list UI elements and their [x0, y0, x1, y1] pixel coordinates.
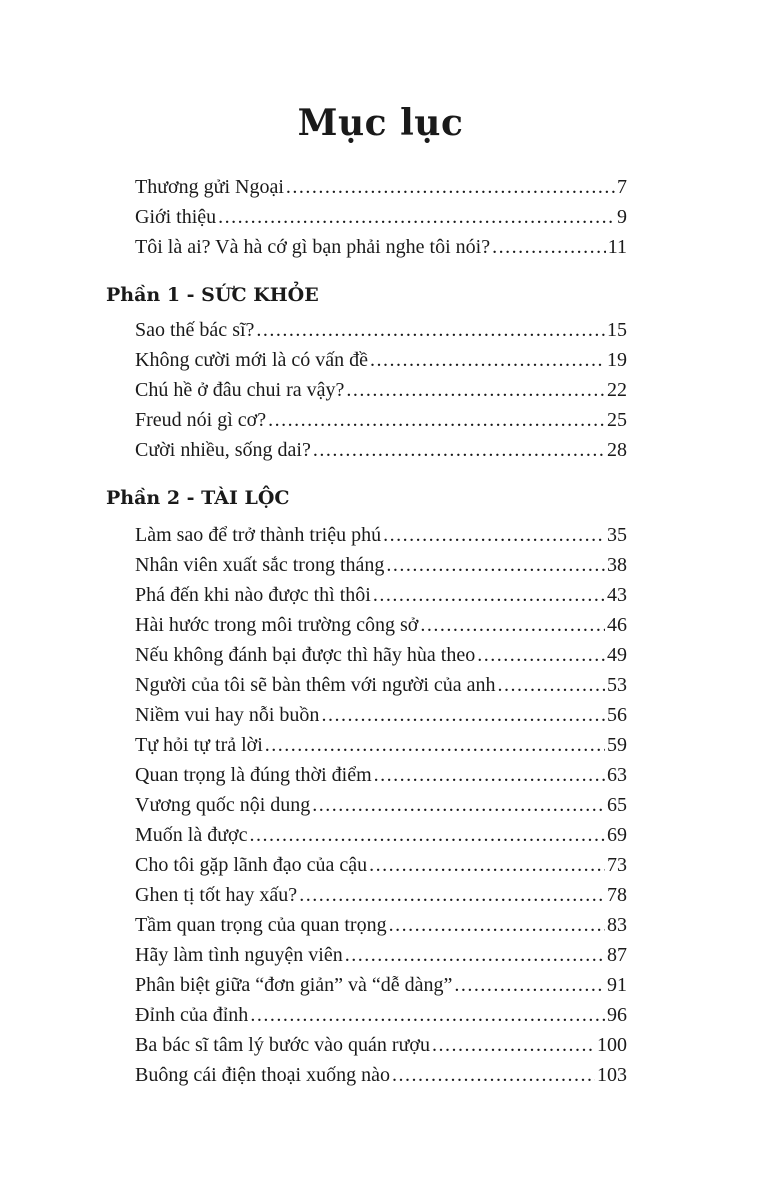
- section-heading: Phần 1 - SỨC KHỎE: [106, 284, 319, 306]
- dot-leader: [250, 820, 605, 850]
- dot-leader: [286, 172, 615, 202]
- toc-entry-page: 78: [607, 884, 627, 906]
- toc-entry-page: 63: [607, 764, 627, 786]
- toc-entry: [135, 550, 627, 580]
- page-title: Mục lục: [297, 102, 464, 144]
- toc-entry-title: Niềm vui hay nỗi buồn: [135, 704, 320, 726]
- dot-leader: [250, 1000, 605, 1030]
- toc-entry: [135, 610, 627, 640]
- toc-entry: [135, 202, 627, 232]
- toc-entry: [135, 232, 627, 262]
- toc-entry: [135, 435, 627, 465]
- toc-entry-page: 49: [607, 644, 627, 666]
- toc-entry: [135, 940, 627, 970]
- toc-entry: [135, 760, 627, 790]
- dot-leader: [383, 520, 605, 550]
- dot-leader: [373, 580, 605, 610]
- toc-entry-page: 87: [607, 944, 627, 966]
- dot-leader: [268, 405, 605, 435]
- toc-entry-title: Thương gửi Ngoại: [135, 176, 284, 198]
- toc-entry-title: Làm sao để trở thành triệu phú: [135, 524, 382, 546]
- toc-entry-page: 19: [607, 349, 627, 371]
- dot-leader: [218, 202, 615, 232]
- toc-entry-page: 28: [607, 439, 627, 461]
- toc-entry: [135, 700, 627, 730]
- dot-leader: [346, 375, 605, 405]
- toc-entry-title: Hài hước trong môi trường công sở: [135, 614, 419, 636]
- toc-entry-page: 73: [607, 854, 627, 876]
- toc-entry: [135, 375, 627, 405]
- dot-leader: [256, 315, 605, 345]
- toc-entry-title: Nếu không đánh bại được thì hãy hùa theo: [135, 644, 476, 666]
- toc-entry: [135, 1000, 627, 1030]
- toc-entry-page: 91: [607, 974, 627, 996]
- toc-entry: [135, 880, 627, 910]
- toc-entry: [135, 315, 627, 345]
- section-heading: Phần 2 - TÀI LỘC: [106, 487, 290, 509]
- dot-leader: [477, 640, 605, 670]
- toc-entry: [135, 172, 627, 202]
- toc-entry-title: Hãy làm tình nguyện viên: [135, 944, 343, 966]
- toc-entry-page: 38: [607, 554, 627, 576]
- dot-leader: [265, 730, 605, 760]
- toc-entry: [135, 970, 627, 1000]
- dot-leader: [420, 610, 605, 640]
- toc-entry-title: Buông cái điện thoại xuống nào: [135, 1064, 390, 1086]
- toc-entry: [135, 580, 627, 610]
- toc-entry-page: 96: [607, 1004, 627, 1026]
- toc-entry-title: Sao thế bác sĩ?: [135, 319, 255, 341]
- toc-entry-page: 56: [607, 704, 627, 726]
- toc-entry-page: 43: [607, 584, 627, 606]
- toc-entry-title: Cười nhiều, sống dai?: [135, 439, 311, 461]
- toc-entry-page: 7: [617, 176, 627, 198]
- toc-entry-title: Tầm quan trọng của quan trọng: [135, 914, 387, 936]
- toc-entry: [135, 670, 627, 700]
- dot-leader: [312, 790, 605, 820]
- toc-entry-page: 46: [607, 614, 627, 636]
- toc-entry-page: 100: [597, 1034, 627, 1056]
- dot-leader: [498, 670, 605, 700]
- toc-entry-page: 15: [607, 319, 627, 341]
- toc-entry-page: 9: [617, 206, 627, 228]
- toc-entry-title: Ba bác sĩ tâm lý bước vào quán rượu: [135, 1034, 430, 1056]
- toc-entry: [135, 640, 627, 670]
- toc-entry-title: Nhân viên xuất sắc trong tháng: [135, 554, 385, 576]
- toc-entry: [135, 1060, 627, 1090]
- toc-entry-title: Tôi là ai? Và hà cớ gì bạn phải nghe tôi nói?: [135, 236, 491, 258]
- toc-entry-title: Giới thiệu: [135, 206, 217, 228]
- toc-entry-page: 83: [607, 914, 627, 936]
- toc-entry: [135, 520, 627, 550]
- dot-leader: [392, 1060, 595, 1090]
- toc-entry-title: Cho tôi gặp lãnh đạo của cậu: [135, 854, 368, 876]
- dot-leader: [370, 345, 605, 375]
- toc-entry: [135, 910, 627, 940]
- toc-entry-title: Vương quốc nội dung: [135, 794, 311, 816]
- toc-entry-title: Quan trọng là đúng thời điểm: [135, 764, 372, 786]
- toc-entry-page: 11: [607, 236, 627, 258]
- toc-entry-page: 69: [607, 824, 627, 846]
- dot-leader: [386, 550, 605, 580]
- toc-entry: [135, 730, 627, 760]
- toc-entry-title: Chú hề ở đâu chui ra vậy?: [135, 379, 345, 401]
- dot-leader: [374, 760, 605, 790]
- toc-entry-page: 65: [607, 794, 627, 816]
- dot-leader: [369, 850, 605, 880]
- toc-entry: [135, 405, 627, 435]
- toc-entry-title: Đỉnh của đỉnh: [135, 1004, 249, 1026]
- toc-entry-page: 22: [607, 379, 627, 401]
- toc-entry: [135, 790, 627, 820]
- toc-entry: [135, 345, 627, 375]
- toc-entry: [135, 1030, 627, 1060]
- dot-leader: [313, 435, 605, 465]
- toc-entry-page: 53: [607, 674, 627, 696]
- dot-leader: [454, 970, 605, 1000]
- toc-entry-page: 59: [607, 734, 627, 756]
- dot-leader: [432, 1030, 595, 1060]
- toc-entry-title: Không cười mới là có vấn đề: [135, 349, 369, 371]
- dot-leader: [389, 910, 605, 940]
- dot-leader: [321, 700, 605, 730]
- toc-entry: [135, 850, 627, 880]
- toc-entry-title: Phá đến khi nào được thì thôi: [135, 584, 371, 606]
- toc-entry-title: Người của tôi sẽ bàn thêm với người của anh: [135, 674, 496, 696]
- toc-entry-page: 25: [607, 409, 627, 431]
- toc-entry-title: Phân biệt giữa “đơn giản” và “dễ dàng”: [135, 974, 453, 996]
- toc-entry-title: Muốn là được: [135, 824, 248, 846]
- toc-entry-title: Tự hỏi tự trả lời: [135, 734, 263, 756]
- toc-entry-title: Ghen tị tốt hay xấu?: [135, 884, 298, 906]
- toc-entry-page: 103: [597, 1064, 627, 1086]
- dot-leader: [345, 940, 605, 970]
- toc-entry: [135, 820, 627, 850]
- toc-entry-title: Freud nói gì cơ?: [135, 409, 267, 431]
- dot-leader: [299, 880, 605, 910]
- toc-entry-page: 35: [607, 524, 627, 546]
- dot-leader: [492, 232, 606, 262]
